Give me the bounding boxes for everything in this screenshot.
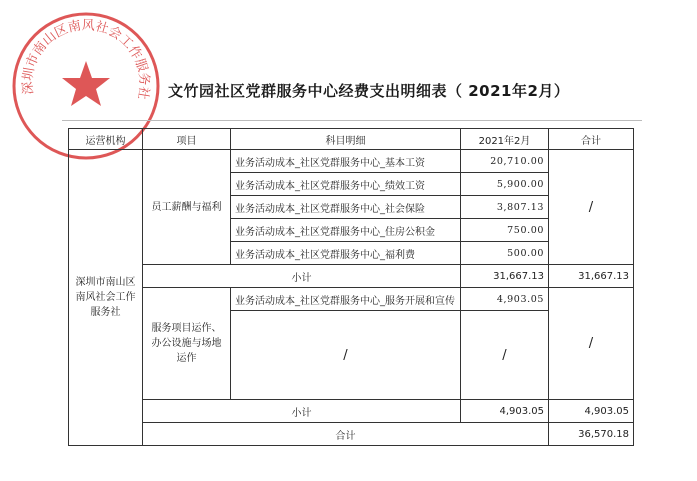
amount-cell: 20,710.00 [461,150,549,173]
detail-cell: 业务活动成本_社区党群服务中心_服务开展和宣传 [231,288,461,311]
detail-cell: 业务活动成本_社区党群服务中心_社会保险 [231,196,461,219]
project-cell: 服务项目运作、办公设施与场地运作 [143,288,231,400]
header-project: 项目 [143,129,231,150]
org-cell: 深圳市南山区南风社会工作服务社 [69,150,143,446]
header-org: 运营机构 [69,129,143,150]
header-month: 2021年2月 [461,129,549,150]
blank-detail: / [231,311,461,400]
page-title: 文竹园社区党群服务中心经费支出明细表（ 2021年2月） [168,82,570,100]
amount-cell: 5,900.00 [461,173,549,196]
subtotal-row [69,400,634,423]
detail-cell: 业务活动成本_社区党群服务中心_住房公积金 [231,219,461,242]
header-row [69,129,634,150]
detail-cell: 业务活动成本_社区党群服务中心_绩效工资 [231,173,461,196]
amount-cell: 500.00 [461,242,549,265]
divider [62,120,642,121]
subtotal-label: 小计 [143,400,461,423]
amount-cell: 3,807.13 [461,196,549,219]
subtotal-total: 4,903.05 [549,400,634,423]
table-row [69,150,634,173]
total-mark: / [549,150,634,265]
grand-total-value: 36,570.18 [549,423,634,446]
seal-text: 深圳市南山区南风社会工作服务社 [20,18,152,101]
project-cell: 员工薪酬与福利 [143,150,231,265]
subtotal-row [69,265,634,288]
star-icon [62,61,110,106]
grand-total-row [69,423,634,446]
subtotal-amount: 31,667.13 [461,265,549,288]
expense-table [68,128,634,446]
subtotal-amount: 4,903.05 [461,400,549,423]
header-detail: 科目明细 [231,129,461,150]
amount-cell: 4,903.05 [461,288,549,311]
total-mark: / [549,288,634,400]
table-row [69,288,634,311]
detail-cell: 业务活动成本_社区党群服务中心_基本工资 [231,150,461,173]
detail-cell: 业务活动成本_社区党群服务中心_福利费 [231,242,461,265]
subtotal-total: 31,667.13 [549,265,634,288]
subtotal-label: 小计 [143,265,461,288]
header-total: 合计 [549,129,634,150]
amount-cell: 750.00 [461,219,549,242]
grand-total-label: 合计 [143,423,549,446]
blank-amount: / [461,311,549,400]
